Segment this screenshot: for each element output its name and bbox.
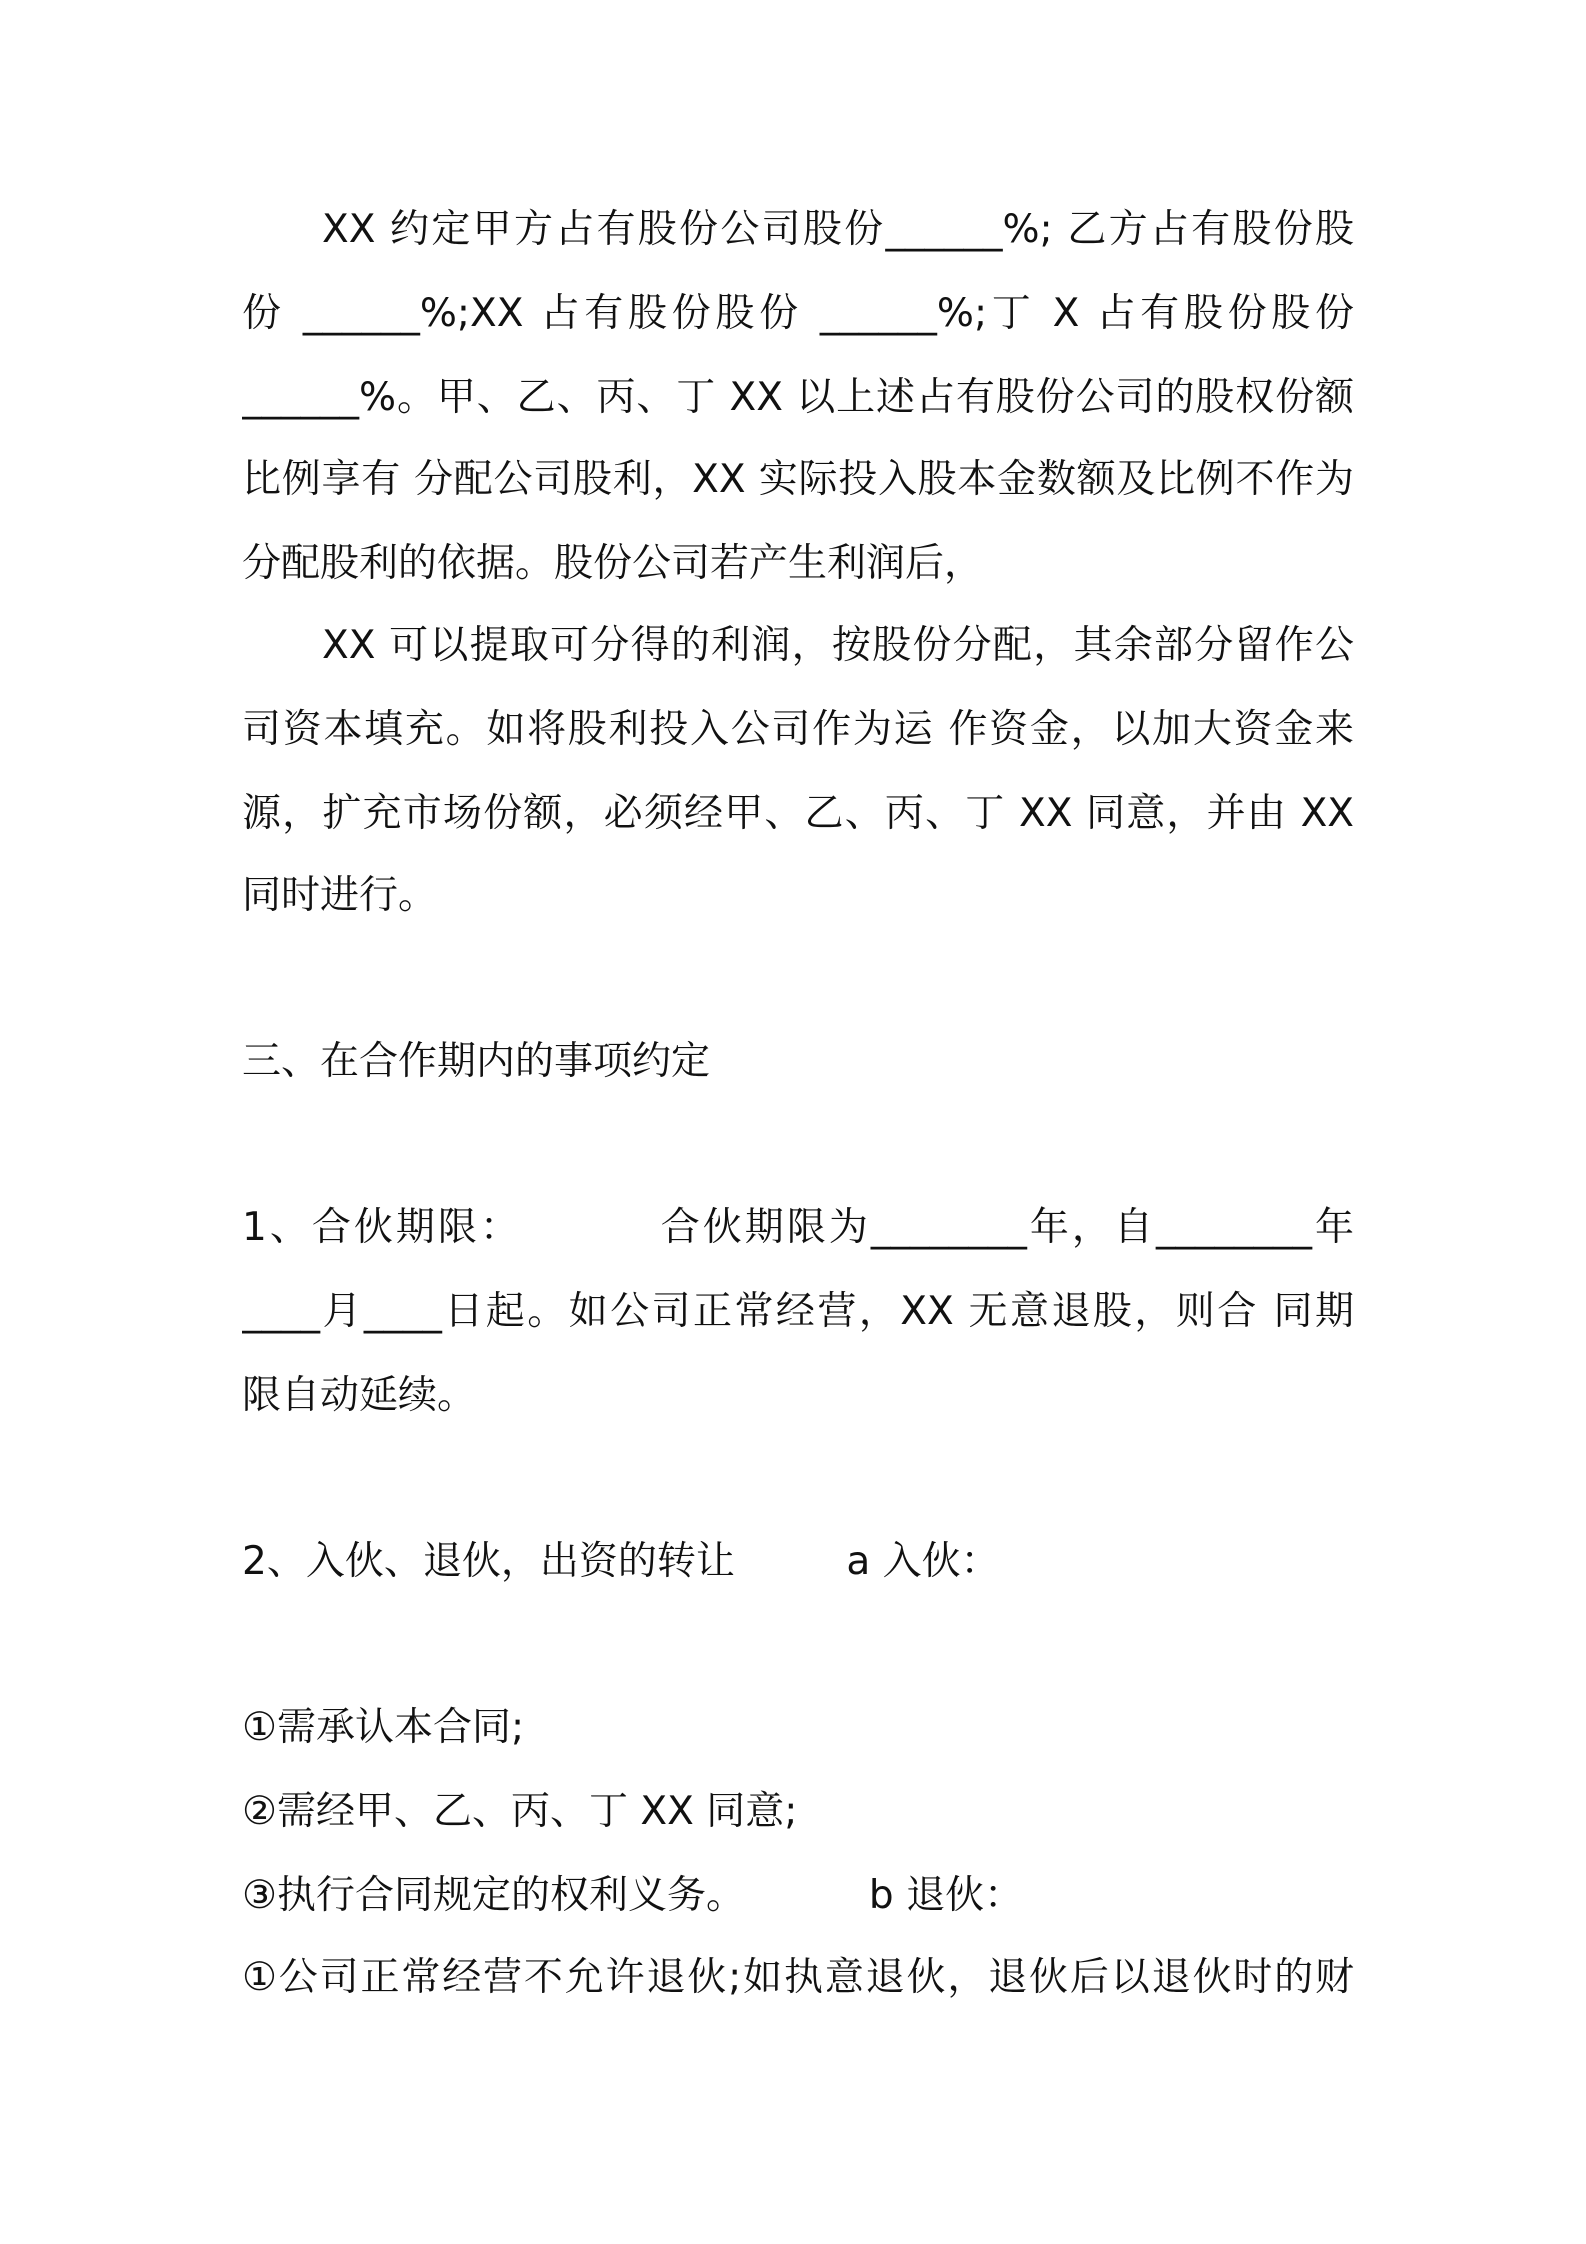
- paragraph-line: XX 可以提取可分得的利润，按股份分配，其余部分留作公: [322, 623, 1354, 668]
- paragraph-line: XX 约定甲方占有股份公司股份______%; 乙方占有股份股: [322, 207, 1354, 252]
- clause-heading: 2、入伙、退伙，出资的转让 a 入伙：: [242, 1539, 1000, 1584]
- section-heading: 三、在合作期内的事项约定: [242, 1039, 711, 1084]
- paragraph-line: 比例享有 分配公司股利，XX 实际投入股本金数额及比例不作为: [242, 457, 1354, 502]
- list-item: ①需承认本合同;: [242, 1705, 525, 1750]
- paragraph-line: 份 ______%;XX 占有股份股份 ______%;丁 X 占有股份股份: [242, 291, 1354, 336]
- clause-line: ____月____日起。如公司正常经营，XX 无意退股，则合 同期: [242, 1289, 1354, 1334]
- paragraph-line: 分配股利的依据。股份公司若产生利润后，: [242, 541, 984, 586]
- paragraph-line: ______%。甲、乙、丙、丁 XX 以上述占有股份公司的股权份额: [242, 375, 1354, 420]
- clause-line: 1、合伙期限： 合伙期限为________年，自________年: [242, 1205, 1354, 1250]
- list-item: ②需经甲、乙、丙、丁 XX 同意;: [242, 1789, 798, 1834]
- clause-line: 限自动延续。: [242, 1373, 477, 1418]
- paragraph-line: 源，扩充市场份额，必须经甲、乙、丙、丁 XX 同意，并由 XX: [242, 791, 1354, 836]
- paragraph-line: 同时进行。: [242, 873, 438, 918]
- list-item: ③执行合同规定的权利义务。 b 退伙：: [242, 1873, 1024, 1918]
- list-item: ①公司正常经营不允许退伙;如执意退伙，退伙后以退伙时的财: [242, 1955, 1354, 2000]
- paragraph-line: 司资本填充。如将股利投入公司作为运 作资金，以加大资金来: [242, 707, 1354, 752]
